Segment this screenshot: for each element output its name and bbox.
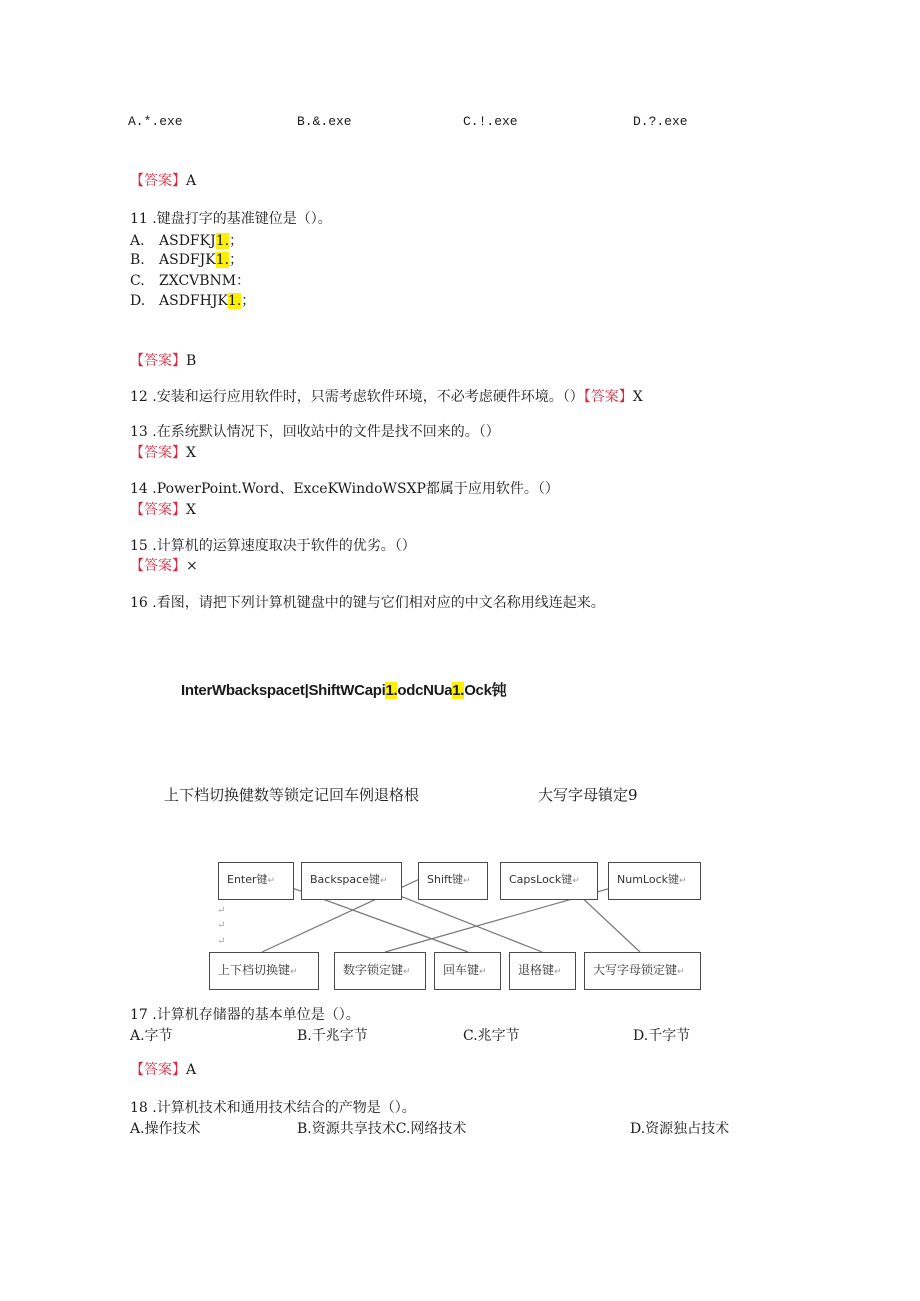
q13-answer: 【答案】X bbox=[130, 445, 196, 461]
q10-option-b: B.&.exe bbox=[297, 114, 352, 129]
box-backspace-key: Backspace键↵ bbox=[301, 862, 402, 900]
q15-stem: 15 .计算机的运算速度取决于软件的优劣。（） bbox=[130, 538, 416, 554]
q18-option-bc: B.资源共享技术C.网络技术 bbox=[297, 1121, 467, 1137]
q17-option-b: B.千兆字节 bbox=[297, 1028, 368, 1044]
q11-option-a: A. ASDFKJ1.； bbox=[130, 233, 244, 249]
q14-answer: 【答案】X bbox=[130, 502, 196, 518]
box-capslock-name: 大写字母锁定键↵ bbox=[584, 952, 701, 990]
q11-answer: 【答案】B bbox=[130, 353, 197, 369]
q16-names-left: 上下档切换健数等锁定记回车例退格根 bbox=[164, 786, 420, 804]
q18-stem: 18 .计算机技术和通用技术结合的产物是（）。 bbox=[130, 1100, 416, 1116]
q17-option-d: D.千字节 bbox=[633, 1028, 691, 1044]
q10-option-a: A.*.exe bbox=[128, 114, 183, 129]
q13-stem: 13 .在系统默认情况下，回收站中的文件是找不回来的。（） bbox=[130, 424, 500, 440]
q17-answer: 【答案】A bbox=[130, 1062, 197, 1078]
q16-stem: 16 .看图，请把下列计算机键盘中的键与它们相对应的中文名称用线连起来。 bbox=[130, 595, 605, 611]
q12: 12 .安装和运行应用软件时，只需考虑软件环境，不必考虑硬件环境。（）【答案】X bbox=[130, 389, 643, 405]
q17-stem: 17 .计算机存储器的基本单位是（）。 bbox=[130, 1007, 360, 1023]
q10-option-d: D.?.exe bbox=[633, 114, 688, 129]
q17-option-a: A.字节 bbox=[130, 1028, 173, 1044]
q10-option-c: C.!.exe bbox=[463, 114, 518, 129]
return-mark: ↵ bbox=[217, 905, 226, 916]
box-enter-key: Enter键↵ bbox=[218, 862, 294, 900]
return-mark: ↵ bbox=[217, 920, 226, 931]
answer-label: 【答案】 bbox=[130, 173, 186, 189]
q11-option-b: B. ASDFJK1.； bbox=[130, 252, 244, 268]
q11-stem: 11 .键盘打字的基准键位是（）。 bbox=[130, 211, 332, 227]
q18-option-d: D.资源独占技术 bbox=[630, 1121, 730, 1137]
q16-names-right: 大写字母镇定9 bbox=[538, 786, 638, 804]
q18-option-a: A.操作技术 bbox=[130, 1121, 201, 1137]
answer-value: A bbox=[186, 173, 197, 189]
box-enter-name: 回车键↵ bbox=[434, 952, 501, 990]
q15-answer: 【答案】× bbox=[130, 558, 198, 574]
q11-option-c: C. ZXCVBNM： bbox=[130, 273, 251, 289]
box-numlock-key: NumLock键↵ bbox=[608, 862, 701, 900]
box-capslock-key: CapsLock键↵ bbox=[500, 862, 598, 900]
box-numlock-name: 数字锁定键↵ bbox=[334, 952, 426, 990]
q11-option-d: D. ASDFHJK1.； bbox=[130, 293, 256, 309]
box-shift-key: Shift键↵ bbox=[418, 862, 488, 900]
box-shift-name: 上下档切换键↵ bbox=[209, 952, 319, 990]
q17-option-c: C.兆字节 bbox=[463, 1028, 520, 1044]
q16-keys-line: InterWbackspacet|ShiftWCapi1.odcNUa1.Ock钝 bbox=[181, 682, 507, 699]
return-mark: ↵ bbox=[217, 936, 226, 947]
box-backspace-name: 退格键↵ bbox=[509, 952, 576, 990]
q14-stem: 14 .PowerPoint.Word、ExceKWindoWSXP都属于应用软件。（） bbox=[130, 481, 559, 497]
